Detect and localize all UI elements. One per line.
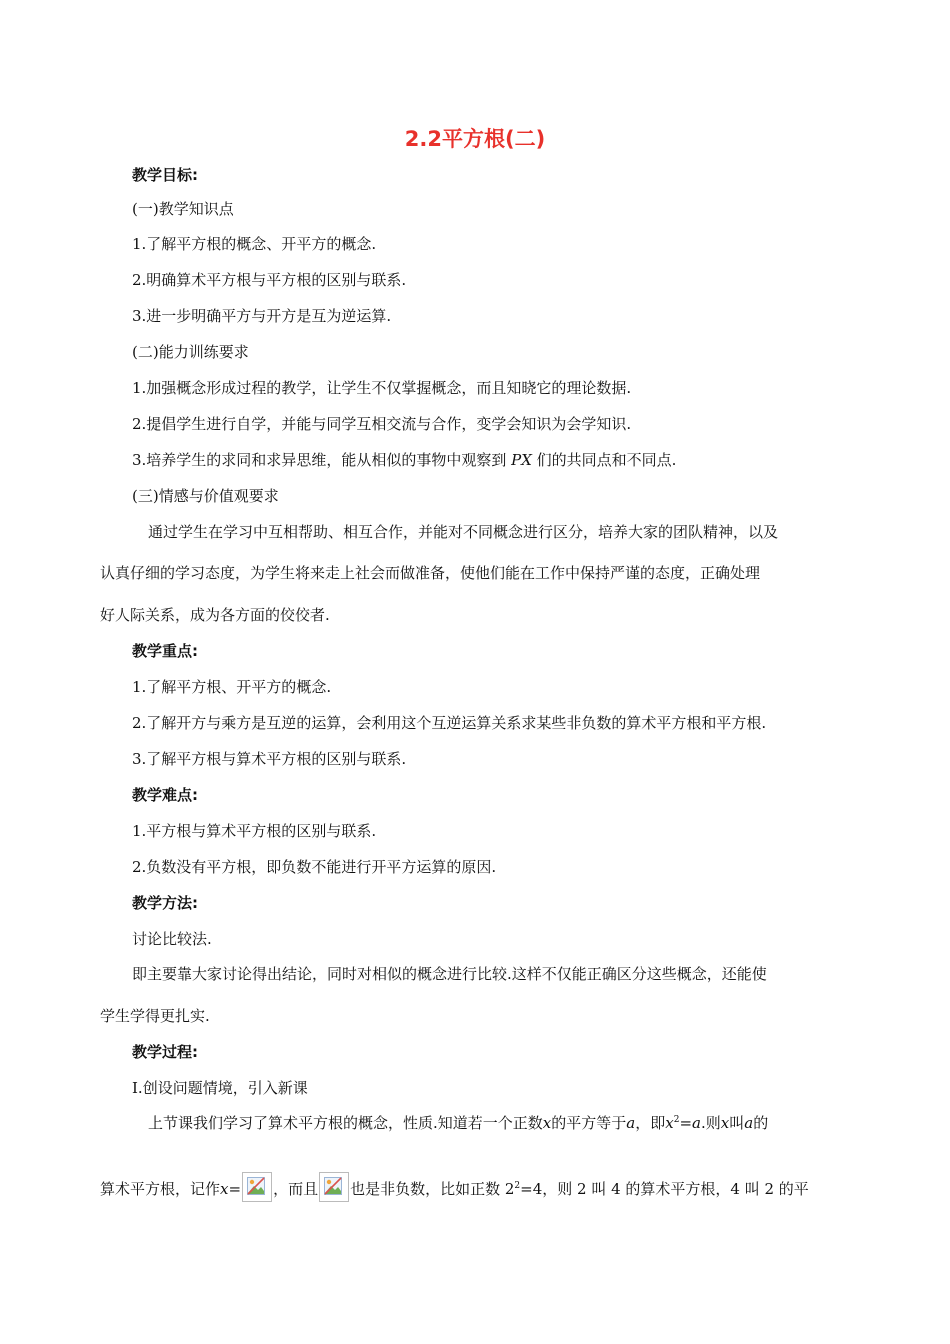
difficulty-item: 2.负数没有平方根，即负数不能进行开平方运算的原因. <box>132 858 497 876</box>
math-var: x <box>542 1114 552 1132</box>
method-paragraph-line: 即主要靠大家讨论得出结论，同时对相似的概念进行比较.这样不仅能正确区分这些概念，还能使 <box>132 965 767 983</box>
document-title: 2.2平方根(二) <box>404 127 546 151</box>
knowledge-item: 1.了解平方根的概念、开平方的概念. <box>132 235 377 253</box>
text-run: 叫 <box>729 1114 745 1132</box>
method-line: 讨论比较法. <box>132 930 212 948</box>
ability-item: 1.加强概念形成过程的教学，让学生不仅掌握概念，而且知晓它的理论数据. <box>132 379 632 397</box>
knowledge-item: 2.明确算术平方根与平方根的区别与联系. <box>132 271 407 289</box>
goals-heading: 教学目标: <box>132 166 198 184</box>
text-run: .则 <box>700 1114 721 1132</box>
knowledge-heading: (一)教学知识点 <box>132 200 234 218</box>
process-heading: 教学过程: <box>132 1043 198 1061</box>
math-var: a <box>744 1114 754 1132</box>
broken-image-icon <box>242 1172 272 1202</box>
difficulty-item: 1.平方根与算术平方根的区别与联系. <box>132 822 377 840</box>
ability-item-math: ΡΧ <box>511 451 532 469</box>
key-heading: 教学重点: <box>132 642 198 660</box>
math-var: x <box>665 1114 674 1132</box>
knowledge-item: 3.进一步明确平方与开方是互为逆运算. <box>132 307 392 325</box>
values-paragraph-line: 好人际关系，成为各方面的佼佼者. <box>100 606 330 624</box>
process-line <box>100 1172 809 1202</box>
key-item: 3.了解平方根与算术平方根的区别与联系. <box>132 750 407 768</box>
process-subheading: Ⅰ.创设问题情境，引入新课 <box>132 1079 308 1097</box>
superscript: 2 <box>673 1115 680 1125</box>
ability-heading: (二)能力训练要求 <box>132 343 249 361</box>
difficulty-heading: 教学难点: <box>132 786 198 804</box>
text-run: =4，则 2 叫 4 的算术平方根，4 叫 2 的平 <box>520 1180 809 1198</box>
values-paragraph-line: 认真仔细的学习态度，为学生将来走上社会而做准备，使他们能在工作中保持严谨的态度，正确处理 <box>100 564 761 582</box>
text-run: 也是非负数，比如正数 2 <box>350 1180 515 1198</box>
text-run: 的平方等于 <box>551 1114 627 1132</box>
math-var: a <box>626 1114 636 1132</box>
broken-image-icon <box>319 1172 349 1202</box>
math-var: a <box>692 1114 701 1132</box>
text-run: = <box>679 1114 693 1132</box>
math-var: x <box>720 1114 730 1132</box>
values-paragraph-line: 通过学生在学习中互相帮助、相互合作，并能对不同概念进行区分，培养大家的团队精神，以及 <box>148 523 779 541</box>
text-run: = <box>228 1180 242 1198</box>
key-item: 2.了解开方与乘方是互逆的运算，会利用这个互逆运算关系求某些非负数的算术平方根和平方根. <box>132 714 767 732</box>
method-heading: 教学方法: <box>132 894 198 912</box>
key-item: 1.了解平方根、开平方的概念. <box>132 678 332 696</box>
values-heading: (三)情感与价值观要求 <box>132 487 279 505</box>
superscript: 2 <box>514 1181 521 1191</box>
text-run: 算术平方根，记作 <box>100 1180 221 1198</box>
ability-item: 2.提倡学生进行自学，并能与同学互相交流与合作，变学会知识为会学知识. <box>132 415 632 433</box>
text-run: ，而且 <box>273 1180 319 1198</box>
text-run: ，即 <box>635 1114 666 1132</box>
ability-item <box>132 449 676 471</box>
process-line <box>148 1112 768 1134</box>
text-run: 的 <box>753 1114 769 1132</box>
text-run: 上节课我们学习了算术平方根的概念，性质.知道若一个正数 <box>148 1114 543 1132</box>
math-var: x <box>220 1180 229 1198</box>
method-paragraph-line: 学生学得更扎实. <box>100 1007 210 1025</box>
ability-item-text: 们的共同点和不同点. <box>536 451 677 469</box>
ability-item-text: 3.培养学生的求同和求异思维，能从相似的事物中观察到 <box>132 451 507 469</box>
